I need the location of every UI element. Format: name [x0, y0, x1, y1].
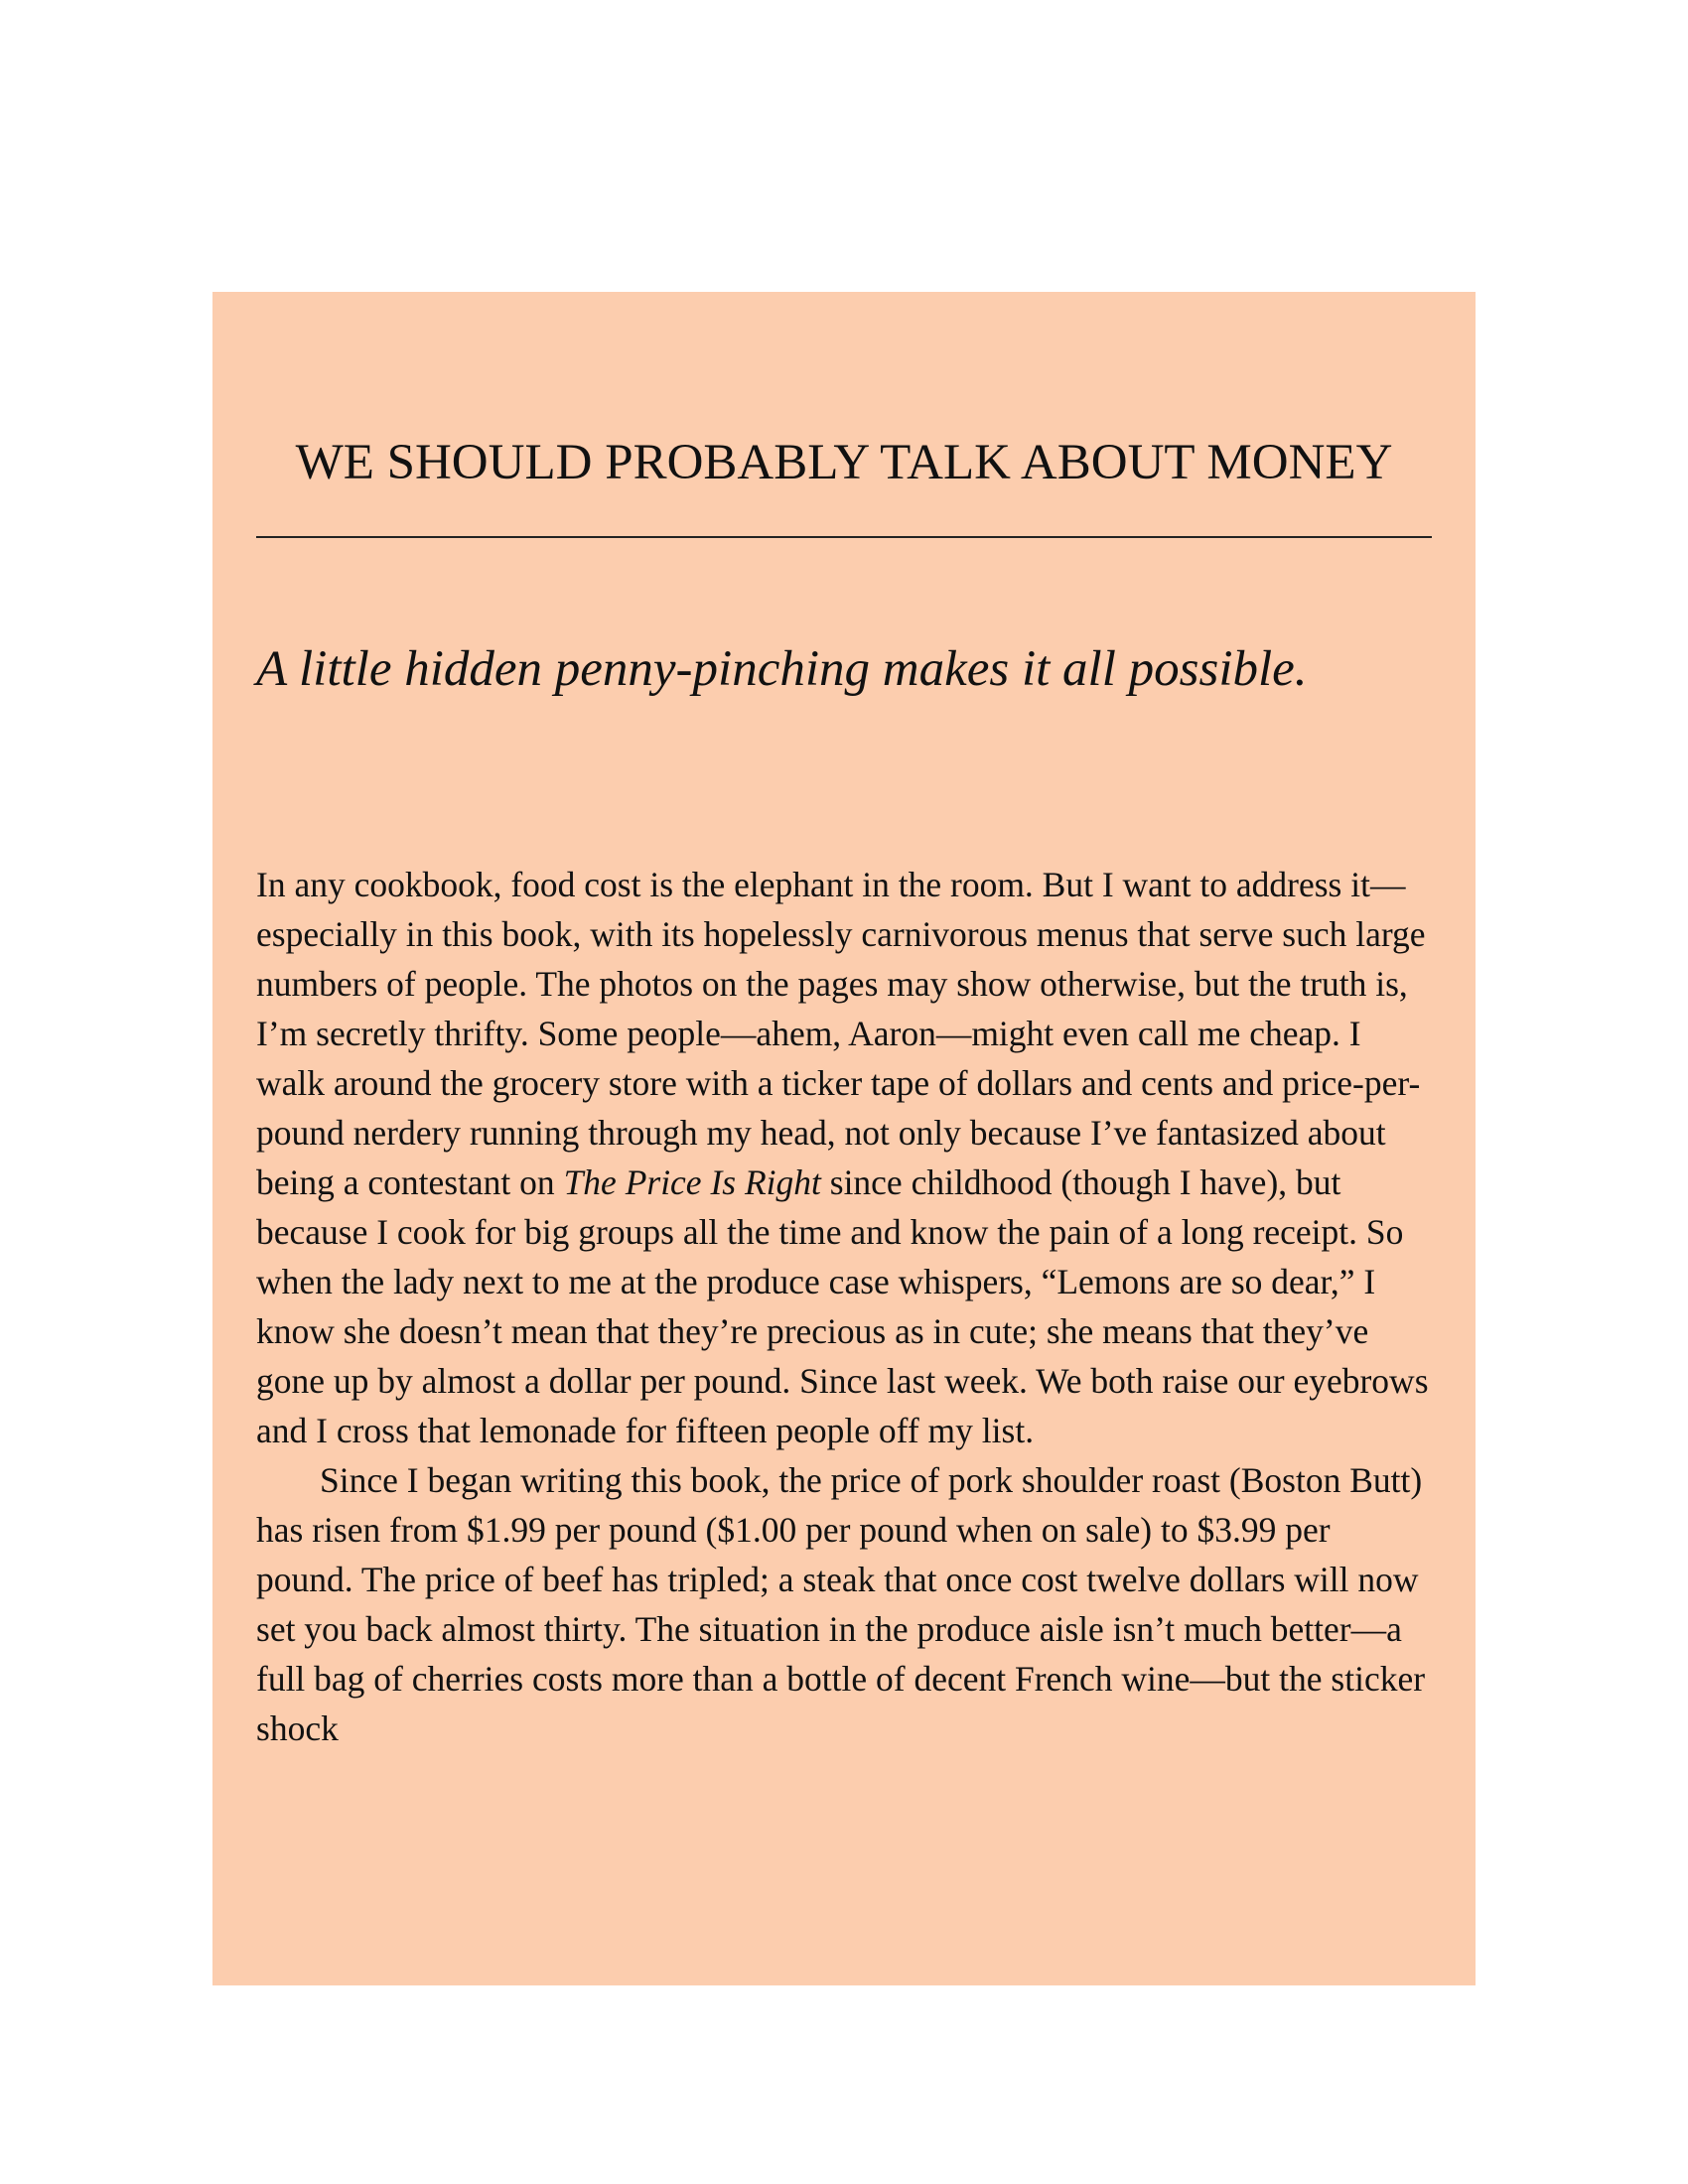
paragraph-1: [256, 860, 1432, 1455]
paragraph-1-text-a: In any cookbook, food cost is the elephant in the room. But I want to address it—especially in this book, with its hopelessly carnivorous menus that serve such large numbers of people. The photos on the pages may show otherwise, but the truth is, I’m secretly thrifty. Some people—ahem, Aaron—might even call me cheap. I walk around the grocery store with a ticker tape of dollars and cents and price-per-pound nerdery running through my head, not only because I’ve fantasized about being a contestant on: [256, 865, 1426, 1202]
title-divider: [256, 536, 1432, 538]
chapter-subtitle: A little hidden penny-pinching makes it all possible.: [256, 641, 1308, 697]
paragraph-1-text-b: since childhood (though I have), but because I cook for big groups all the time and know the pain of a long receipt. So when the lady next to me at the produce case whispers, “Lemons are so dear,” I know she doesn’t mean that they’re precious as in cute; she means that they’ve gone up by almost a dollar per pound. Since last week. We both raise our eyebrows and I cross that lemonade for fifteen people off my list.: [256, 1162, 1429, 1450]
page-panel: [212, 292, 1476, 1985]
body-text: [256, 860, 1432, 1753]
show-title-italic: The Price Is Right: [563, 1162, 821, 1202]
chapter-title: WE SHOULD PROBABLY TALK ABOUT MONEY: [295, 435, 1393, 490]
paragraph-2: Since I began writing this book, the price of pork shoulder roast (Boston Butt) has risen from $1.99 per pound ($1.00 per pound when on sale) to $3.99 per pound. The price of beef has tripled; a steak that once cost twelve dollars will now set you back almost thirty. The situation in the produce aisle isn’t much better—a full bag of cherries costs more than a bottle of decent French wine—but the sticker shock: [256, 1460, 1426, 1748]
